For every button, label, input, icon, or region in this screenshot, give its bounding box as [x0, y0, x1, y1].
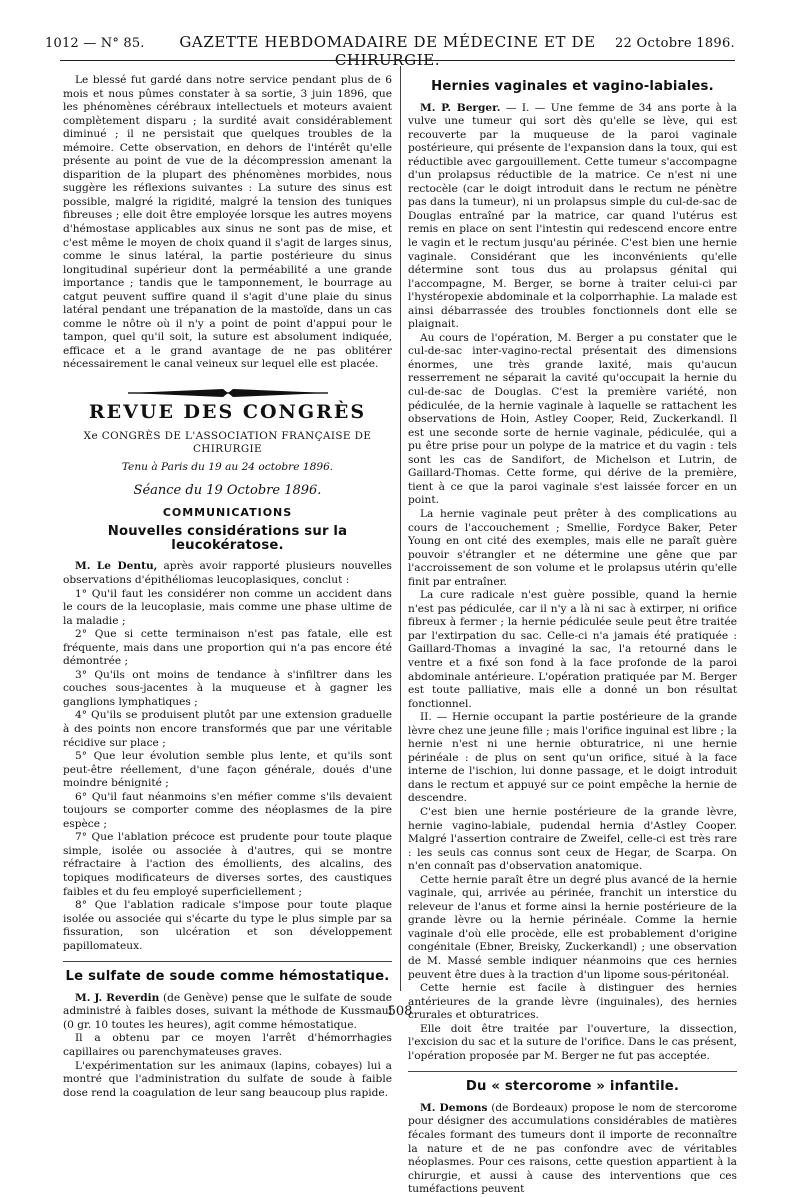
- list-item: 2° Que si cette terminaison n'est pas fatale, elle est fréquente, mais dans une proportion qui n'a pas encore été démontrée ;: [63, 628, 392, 668]
- communications-heading: COMMUNICATIONS: [162, 505, 293, 519]
- article-paragraph-hernies-6: C'est bien une hernie postérieure de la grande lèvre, hernie vagino-labiale, pudendal hernia d'Astley Cooper. Malgré l'assertion contraire de Zweifel, celle-ci est très rare : les seuls cas connus sont ceux de Hegar, de Scarpa. On n'en connaît pas d'observation anatomique.: [408, 805, 737, 873]
- header-journal-title: GAZETTE HEBDOMADAIRE DE MÉDECINE ET DE CHIRURGIE.: [179, 33, 596, 69]
- list-item: 7° Que l'ablation précoce est prudente pour toute plaque simple, isolée ou associée à d'autres, qui se montre réfractaire à l'action des émollients, des alcalins, des topiques modificateurs de diverses sortes, des caustiques faibles et du feu employé superficiellement ;: [63, 831, 392, 898]
- conclusions-list: [63, 588, 392, 954]
- congress-name: Xe CONGRÈS DE L'ASSOCIATION FRANÇAISE DE CHIRURGIE: [83, 429, 372, 456]
- section-ornament: [128, 386, 328, 400]
- article-separator: [63, 961, 392, 962]
- article-text: (de Genève) pense que le sulfate de soude administré à faibles doses, suivant la méthode de Kussmaul (0 gr. 10 toutes les heures), agit comme hémostatique.: [63, 991, 392, 1031]
- page-folio: 508: [387, 1004, 413, 1019]
- list-item: 8° Que l'ablation radicale s'impose pour toute plaque isolée ou associée qui s'écarte du type le plus simple par sa fissuration, son ulcération et son développement papillomateux.: [63, 899, 392, 952]
- article-paragraph-sulfate-3: L'expérimentation sur les animaux (lapins, cobayes) lui a montré que l'administration du sulfate de soude à faible dose rend la coagulation de leur sang beaucoup plus rapide.: [63, 1059, 392, 1099]
- intro-paragraph: Le blessé fut gardé dans notre service pendant plus de 6 mois et nous pûmes constater à sa sortie, 3 juin 1896, que les phénomènes cérébraux intellectuels et moteurs avaient complètement disparu ; la surdité avait considérablement diminué ; il ne persistait que quelques troubles de la mémoire. Cette observation, en dehors de l'intérêt qu'elle présente au point de vue de la décompression amenant la disparition de la plupart des phénomènes morbides, nous suggère les réflexions suivantes : La suture des sinus est possible, malgré la rigidité, malgré la tension des tuniques fibreuses ; elle doit être employée lorsque les autres moyens d'hémostase applicables aux sinus ne sont pas de mise, et c'est même le moyen de choix quand il s'agit de larges sinus, comme le sinus latéral, la partie postérieure du sinus longitudinal supérieur dont la perméabilité a une grande importance ; tandis que le tamponnement, le bourrage au catgut peuvent suffire quand il s'agit d'une plaie du sinus latéral pendant une trépanation de la mastoïde, dans un cas comme le nôtre où il n'y a point de point d'appui pour le tampon, quel qu'il soit, la suture est absolument indiquée, efficace et a le grand avantage de ne pas oblitérer nécessairement le canal veineux sur lequel elle est placée.: [63, 74, 392, 371]
- list-item: 4° Qu'ils se produisent plutôt par une extension graduelle à des points non encore transformés que par une véritable récidive sur place ;: [63, 709, 392, 749]
- session-date: Séance du 19 Octobre 1896.: [133, 483, 322, 499]
- article-paragraph-stercorome-1: [408, 1102, 737, 1197]
- section-title: REVUE DES CONGRÈS: [88, 401, 367, 424]
- right-column: [408, 80, 737, 1197]
- header-rule: [60, 60, 735, 61]
- article-title-leucokeratose: Nouvelles considérations sur la leucokératose.: [107, 524, 348, 553]
- article-title-sulfate: Le sulfate de soude comme hémostatique.: [65, 969, 390, 985]
- author-berger: M. P. Berger.: [420, 101, 501, 114]
- article-paragraph-hernies-8: Cette hernie est facile à distinguer des hernies antérieures de la grande lèvre (inguinales), des hernies crurales et obturatrices.: [408, 982, 737, 1022]
- article-title-stercorome: Du « stercorome » infantile.: [465, 1079, 680, 1095]
- article-paragraph-hernies-1: [408, 102, 737, 332]
- article-paragraph-sulfate-2: Il a obtenu par ce moyen l'arrêt d'hémorrhagies capillaires ou parenchymateuses graves.: [63, 1032, 392, 1058]
- article-text: (de Bordeaux) propose le nom de stercorome pour désigner des accumulations considérables de matières fécales formant des tumeurs dont il importe de reconnaître la nature et de ne pas confondre avec de véritables néoplasmes. Pour ces raisons, cette question appartient à la chirurgie, et aussi à cause des interventions que ces tuméfactions peuvent: [408, 1101, 737, 1196]
- author-le-dentu: M. Le Dentu,: [75, 560, 158, 573]
- article-intro-text: après avoir rapporté plusieurs nouvelles observations d'épithéliomas leucoplasiques, conclut :: [63, 560, 392, 586]
- left-column: [63, 74, 392, 1100]
- article-separator: [408, 1071, 737, 1072]
- header-page-number: 1012 — N° 85.: [45, 36, 145, 51]
- congress-dates: Tenu à Paris du 19 au 24 octobre 1896.: [121, 460, 334, 473]
- article-paragraph-hernies-3: La hernie vaginale peut prêter à des complications au cours de l'accouchement ; Smellie, Fordyce Baker, Peter Young en ont cité des exemples, mais elle ne paraît guère pouvoir s'étrangler et ne détermine une gêne que par l'accroissement de son volume et le prolapsus utérin qu'elle finit par entraîner.: [408, 507, 737, 588]
- article-paragraph-hernies-2: Au cours de l'opération, M. Berger a pu constater que le cul-de-sac inter-vagino-rectal présentait des dimensions énormes, une très grande laxité, mais qu'aucun resserrement ne séparait la cavité qu'occupait la hernie du cul-de-sac de Douglas. C'est la première variété, non pédiculée, de la hernie vaginale à laquelle se rattachent les observations de Hoin, Astley Cooper, Reid, Zuckerkandl. Il est une seconde sorte de hernie vaginale, pédiculée, qui a pu être prise pour un polype de la matrice et du vagin : tels sont les cas de Sandifort, de Michelson et Lutrin, de Gaillard-Thomas. Cette forme, qui dérive de la première, tient à ce que la paroi vaginale s'est laissée forcer en un point.: [408, 331, 737, 507]
- article-paragraph-hernies-7: Cette hernie paraît être un degré plus avancé de la hernie vaginale, qui, arrivée au périnée, franchit un interstice du releveur de l'anus et forme ainsi la hernie postérieure de la grande lèvre ou la hernie périnéale. Comme la hernie vaginale d'où elle procède, elle est probablement d'origine congénitale (Ebner, Breisky, Zuckerkandl) ; une observation de M. Massé semble indiquer néanmoins que ces hernies peuvent être dues à la traction d'un lipome sous-péritonéal.: [408, 873, 737, 981]
- article-paragraph-hernies-9: Elle doit être traitée par l'ouverture, la dissection, l'excision du sac et la suture de l'orifice. Dans le cas présent, l'opération proposée par M. Berger ne fut pas acceptée.: [408, 1022, 737, 1062]
- header-date: 22 Octobre 1896.: [614, 36, 735, 51]
- running-header: [45, 33, 735, 69]
- article-paragraph-hernies-5: II. — Hernie occupant la partie postérieure de la grande lèvre chez une jeune fille ; mais l'orifice inguinal est libre ; la hernie n'est ni une hernie obturatrice, ni une hernie périnéale : de plus on sent qu'un orifice, situé à la face interne de l'ischion, lui donne passage, et le doigt introduit dans le rectum et appuyé sur ce point empêche la hernie de descendre.: [408, 711, 737, 805]
- list-item: 6° Qu'il faut néanmoins s'en méfier comme s'ils devaient toujours se comporter comme des néoplasmes de la pire espèce ;: [63, 790, 392, 830]
- article-intro-leucokeratose: [63, 560, 392, 587]
- list-item: 5° Que leur évolution semble plus lente, et qu'ils sont peut-être réellement, d'une façon générale, doués d'une moindre bénignité ;: [63, 750, 392, 790]
- author-demons: M. Demons: [420, 1101, 488, 1114]
- list-item: 1° Qu'il faut les considérer non comme un accident dans le cours de la leucoplasie, mais comme une phase ultime de la maladie ;: [63, 587, 392, 627]
- article-paragraph-hernies-4: La cure radicale n'est guère possible, quand la hernie n'est pas pédiculée, car il n'y a là ni sac à extirper, ni orifice fibreux à fermer ; la hernie pédiculée seule peut être traitée par l'extirpation du sac. Celle-ci n'a jamais été pratiquée : Gaillard-Thomas a invaginé la sac, l'a retourné dans le ventre et a fixé son fond à la face profonde de la paroi abdominale antérieure. L'opération pratiquée par M. Berger est toute palliative, mais elle a donné un bon résultat fonctionnel.: [408, 589, 737, 710]
- author-reverdin: M. J. Reverdin: [75, 991, 160, 1004]
- article-text: — I. — Une femme de 34 ans porte à la vulve une tumeur qui sort dès qu'elle se lève, qui est recouverte par la muqueuse de la paroi vaginale postérieure, qui présente de l'expansion dans la toux, qui est réductible avec gargouillement. Cette tumeur s'accompagne d'un prolapsus réductible de la matrice. Ce n'est ni une rectocèle (car le doigt introduit dans le rectum ne pénètre pas dans la tumeur), ni un prolapsus simple du cul-de-sac de Douglas entraîné par la matrice, car quand l'utérus est remis en place on sent l'intestin qui redescend encore entre le vagin et le rectum jusqu'au périnée. C'est bien une hernie vaginale. Considérant que les inconvénients qu'elle détermine sont tous dus au prolapsus génital qui l'accompagne, M. Berger, se borne à traiter celui-ci par l'hystéropexie abdominale et la colporrhaphie. La malade est ainsi débarrassée des troubles fonctionnels dont elle se plaignait.: [408, 101, 737, 331]
- list-item: 3° Qu'ils ont moins de tendance à s'infiltrer dans les couches sous-jacentes à la muqueuse et à gagner les ganglions lymphatiques ;: [63, 668, 392, 708]
- article-title-hernies: Hernies vaginales et vagino-labiales.: [431, 79, 714, 94]
- column-divider: [400, 66, 401, 991]
- ornament-rule-icon: [128, 386, 328, 400]
